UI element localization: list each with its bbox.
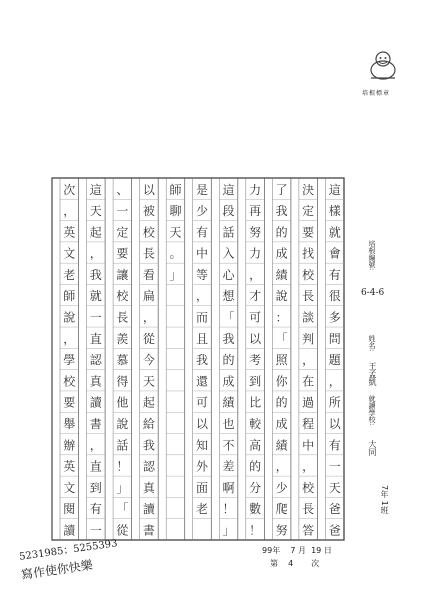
grid-character: 從 (116, 523, 129, 538)
grid-character: ！ (249, 523, 262, 538)
grid-character: 從 (142, 331, 155, 346)
stamp-icon (366, 48, 400, 82)
grid-character: ， (275, 459, 288, 474)
grid-character: 了 (275, 182, 288, 197)
grid-character: 「 (275, 331, 288, 346)
grid-character: 今 (142, 353, 155, 368)
grid-character: 外 (195, 459, 209, 474)
grid-character: 書 (89, 416, 102, 431)
contact-numbers: 5231985；5255393 (18, 538, 119, 563)
name-value: 王孟凱 (368, 362, 377, 386)
grid-character: 題 (328, 353, 341, 368)
grid-character: 判 (302, 331, 315, 346)
grid-character: 績 (275, 267, 288, 282)
grid-character: 真 (89, 374, 102, 389)
grid-character: 「 (116, 502, 129, 517)
grid-character: 給 (142, 416, 155, 431)
grid-character: 績 (222, 395, 235, 410)
stamp-label: 培根標章 (362, 90, 391, 97)
session-unit: 次 (311, 559, 320, 568)
grid-character: 面 (195, 480, 209, 495)
grid-character: 是 (195, 182, 209, 197)
grid-character: 「 (222, 310, 235, 325)
id-label: 培根編號: (368, 240, 376, 271)
grid-character: 到 (249, 374, 262, 389)
grid-character: ， (328, 374, 341, 389)
grid-character: 真 (142, 480, 155, 495)
grid-character: 天 (328, 480, 341, 495)
grid-character: 要 (302, 225, 315, 240)
school-value: 大同 (368, 440, 377, 456)
grid-character: 努 (275, 523, 288, 538)
grid-character: 長 (142, 246, 155, 261)
grid-character: 樣 (328, 204, 341, 219)
grid-character: 力 (249, 182, 262, 197)
grid-character: 長 (302, 502, 315, 517)
grid-character: 力 (249, 246, 262, 261)
grid-character: 入 (222, 246, 235, 261)
grid-character: 英 (63, 225, 76, 240)
grid-character: 次 (63, 182, 76, 197)
grid-character: 校 (63, 374, 76, 389)
grid-character: 認 (142, 459, 155, 474)
grid-character: 再 (249, 204, 262, 219)
grid-character: 一 (328, 459, 341, 474)
id-value: 6-4-6 (361, 288, 385, 298)
grid-character: 讀 (142, 502, 155, 517)
grid-character: 天 (89, 204, 102, 219)
grid-character: 成 (222, 374, 235, 389)
grid-character: 讀 (63, 523, 76, 538)
grid-character: 照 (275, 353, 288, 368)
grid-character: 的 (275, 395, 288, 410)
grid-character: ， (195, 289, 209, 304)
grid-character: 分 (249, 480, 262, 495)
grid-character: ， (302, 353, 315, 368)
grid-character: 以 (328, 416, 341, 431)
grid-character: 」 (116, 480, 129, 495)
grid-character: 有 (195, 225, 209, 240)
grid-character: 有 (89, 502, 102, 517)
grid-character: 慕 (116, 353, 129, 368)
grid-character: 一 (89, 523, 102, 538)
session-line (270, 558, 319, 569)
date-day: 19 (311, 546, 322, 555)
grid-character: 書 (142, 523, 155, 538)
date-line (262, 545, 332, 556)
grid-character: 讓 (116, 267, 129, 282)
grid-character: 段 (222, 204, 235, 219)
grid-character: 心 (222, 267, 235, 282)
grid-character: 就 (328, 225, 341, 240)
grid-character: 話 (222, 225, 235, 240)
grid-character: ！ (222, 502, 235, 517)
grid-character: 知 (195, 438, 209, 453)
grid-character: 老 (63, 267, 76, 282)
grid-character: 學 (63, 353, 76, 368)
grid-character: 說 (116, 416, 129, 431)
grid-character: 到 (89, 480, 102, 495)
grid-character: 而 (195, 310, 209, 325)
grid-character: 認 (89, 353, 102, 368)
grid-character: 談 (302, 310, 315, 325)
grid-character: 就 (89, 289, 102, 304)
grid-character: 少 (195, 204, 209, 219)
session-prefix: 第 (270, 559, 278, 568)
grid-character: 有 (328, 267, 341, 282)
grid-character: 中 (302, 438, 315, 453)
grid-character: 中 (195, 246, 209, 261)
grid-character: 較 (249, 416, 262, 431)
grid-character: 爬 (275, 502, 288, 517)
grid-character: 數 (249, 502, 262, 517)
grid-character: 文 (63, 480, 76, 495)
grid-character: 爸 (328, 502, 341, 517)
grid-character: 且 (195, 331, 209, 346)
grid-character: 要 (116, 246, 129, 261)
grid-character: 校 (302, 480, 315, 495)
grid-character: ： (275, 310, 288, 325)
grid-character: 等 (195, 267, 209, 282)
grid-character: 差 (222, 459, 235, 474)
grid-character: 一 (89, 310, 102, 325)
grid-character: 績 (275, 438, 288, 453)
grid-character: 啊 (222, 480, 235, 495)
grid-character: 我 (222, 331, 235, 346)
grid-character: 定 (302, 204, 315, 219)
grid-character: 師 (169, 182, 182, 197)
grid-character: 找 (302, 246, 315, 261)
grid-character: 話 (116, 438, 129, 453)
grid-character: 老 (195, 502, 209, 517)
grid-character: 閱 (63, 502, 76, 517)
grid-character: ， (142, 310, 155, 325)
grid-character: 讀 (89, 395, 102, 410)
grid-character: 的 (249, 459, 262, 474)
grid-character: 比 (249, 395, 262, 410)
grid-character: 這 (222, 182, 235, 197)
grid-character: ， (89, 438, 102, 453)
grid-character: 我 (89, 267, 102, 282)
grid-character: 扁 (142, 289, 155, 304)
grid-character: 直 (89, 459, 102, 474)
grade-value: 7年 1班 (380, 485, 389, 514)
grid-character: ， (302, 459, 315, 474)
grid-character: 羨 (116, 331, 129, 346)
grid-character: 成 (275, 246, 288, 261)
grid-character: 得 (116, 374, 129, 389)
grid-character: 在 (302, 374, 315, 389)
grid-character: 說 (63, 310, 76, 325)
grid-character: 以 (195, 416, 209, 431)
grid-character: 答 (302, 523, 315, 538)
grid-character: 有 (328, 438, 341, 453)
grid-character: 成 (275, 416, 288, 431)
grid-character: 決 (302, 182, 315, 197)
grid-character: 可 (195, 395, 209, 410)
grid-character: 不 (222, 438, 235, 453)
grid-character: 想 (222, 289, 235, 304)
grid-character: 程 (302, 416, 315, 431)
grid-character: 的 (275, 225, 288, 240)
grid-character: 辦 (63, 438, 76, 453)
grid-character: 、 (116, 182, 129, 197)
grid-character: 校 (116, 289, 129, 304)
grid-character: 」 (169, 267, 182, 282)
grid-character: 高 (249, 438, 262, 453)
grid-character: 可 (249, 310, 262, 325)
grid-character: 長 (116, 310, 129, 325)
grid-character: 以 (249, 331, 262, 346)
grid-character: 天 (169, 225, 182, 240)
date-month: 7 (290, 546, 296, 555)
grid-character: 你 (275, 374, 288, 389)
grid-character: 校 (302, 267, 315, 282)
grid-character: 我 (275, 204, 288, 219)
grid-character: 會 (328, 246, 341, 261)
grid-character: 天 (142, 374, 155, 389)
grid-character: 以 (142, 182, 155, 197)
name-label: 姓名: (368, 335, 376, 352)
grid-character: 也 (222, 416, 235, 431)
grid-character: 起 (89, 225, 102, 240)
grid-character: 要 (63, 395, 76, 410)
grid-character: 一 (116, 204, 129, 219)
grid-character: ， (249, 267, 262, 282)
grid-character: 師 (63, 289, 76, 304)
grid-character: 說 (275, 289, 288, 304)
grid-character: 我 (142, 438, 155, 453)
grid-character: 直 (89, 331, 102, 346)
school-label: 就讀學校: (368, 395, 376, 426)
grid-character: 這 (328, 182, 341, 197)
grid-character: 還 (195, 374, 209, 389)
grid-character: 我 (195, 353, 209, 368)
grid-character: 過 (302, 395, 315, 410)
date-day-unit: 日 (323, 546, 332, 555)
grid-character: ， (63, 331, 76, 346)
grid-character: 爸 (328, 523, 341, 538)
grid-character: 很 (328, 289, 341, 304)
session-number: 4 (288, 559, 294, 568)
grid-character: 他 (116, 395, 129, 410)
grid-character: 努 (249, 225, 262, 240)
grid-character: 看 (142, 267, 155, 282)
grid-character: 少 (275, 480, 288, 495)
grid-character: 被 (142, 204, 155, 219)
grid-character: 聊 (169, 204, 182, 219)
grid-character: 英 (63, 459, 76, 474)
grid-character: 長 (302, 289, 315, 304)
grid-character: 所 (328, 395, 341, 410)
date-year: 99 (262, 546, 273, 555)
date-year-unit: 年 (272, 546, 281, 555)
grid-character: 起 (142, 395, 155, 410)
grid-character: 這 (89, 182, 102, 197)
grid-character: 舉 (63, 416, 76, 431)
grid-character: ， (89, 246, 102, 261)
grid-character: 才 (249, 289, 262, 304)
grid-character: 文 (63, 246, 76, 261)
grid-character: 。 (169, 246, 182, 261)
grid-character: ， (63, 204, 76, 219)
grid-character: 定 (116, 225, 129, 240)
date-month-unit: 月 (298, 546, 306, 555)
grid-character: 的 (222, 353, 235, 368)
grid-character: 」 (222, 523, 235, 538)
grid-character: ！ (116, 459, 129, 474)
grid-character: 問 (328, 331, 341, 346)
slogan: 寫作使你快樂 (20, 557, 94, 582)
grid-character: 多 (328, 310, 341, 325)
grid-character: 校 (142, 225, 155, 240)
grid-character: 考 (249, 353, 262, 368)
